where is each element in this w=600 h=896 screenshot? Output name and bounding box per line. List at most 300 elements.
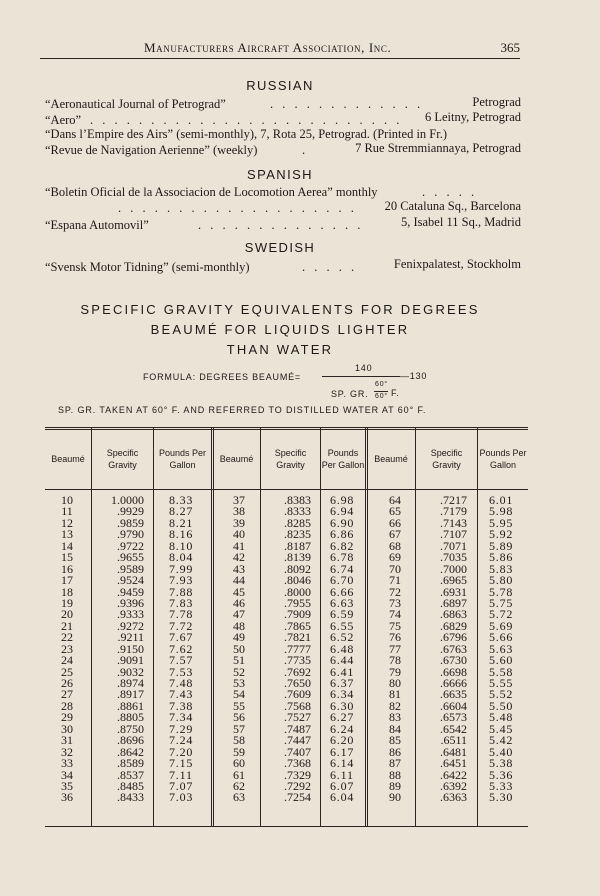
- table-cell: 81: [389, 687, 401, 702]
- table-cell: 66: [389, 515, 401, 530]
- table-cell: .6897: [440, 595, 467, 610]
- table-header-rule: [45, 489, 528, 490]
- table-cell: 29: [61, 710, 73, 725]
- table-cell: .8383: [284, 493, 311, 507]
- table-cell: 36: [61, 790, 73, 805]
- table-cell: 6.01: [489, 493, 514, 507]
- table-cell: .9524: [117, 573, 144, 588]
- table-cell: .7254: [284, 790, 311, 805]
- specific-gravity-column: [421, 495, 467, 804]
- table-cell: .7955: [284, 595, 311, 610]
- table-cell: 85: [389, 733, 401, 748]
- table-cell: 6.41: [330, 664, 355, 679]
- table-cell: 7.78: [169, 607, 194, 622]
- table-cell: 5.80: [489, 573, 514, 588]
- table-cell: .6392: [440, 778, 467, 793]
- table-cell: 64: [389, 493, 401, 507]
- table-cell: 5.83: [489, 561, 514, 576]
- table-cell: 7.83: [169, 595, 194, 610]
- table-cell: 6.98: [330, 493, 355, 507]
- table-cell: 6.90: [330, 515, 355, 530]
- table-cell: .6635: [440, 687, 467, 702]
- table-cell: 8.27: [169, 504, 194, 519]
- table-cell: 7.88: [169, 584, 194, 599]
- table-cell: .6481: [440, 744, 467, 759]
- table-cell: 5.40: [489, 744, 514, 759]
- pounds-per-gallon-column: [330, 495, 364, 804]
- table-cell: 5.63: [489, 641, 514, 656]
- table-cell: 47: [233, 607, 245, 622]
- table-cell: 7.34: [169, 710, 194, 725]
- table-cell: 17: [61, 573, 73, 588]
- table-cell: 19: [61, 595, 73, 610]
- formula-unit: F.: [391, 388, 400, 398]
- table-cell: .9150: [117, 641, 144, 656]
- table-cell: .6422: [440, 767, 467, 782]
- table-cell: 6.70: [330, 573, 355, 588]
- table-cell: 71: [389, 573, 401, 588]
- column-divider: [91, 427, 92, 827]
- table-cell: 5.86: [489, 550, 514, 565]
- table-cell: 7.11: [169, 767, 193, 782]
- leader-dots: . . . . . . . . . . . . . . . . . . . .: [118, 201, 357, 215]
- table-cell: 84: [389, 721, 401, 736]
- column-header-beaume: Beaumé: [219, 454, 254, 464]
- table-cell: .7407: [284, 744, 311, 759]
- table-cell: 65: [389, 504, 401, 519]
- table-cell: 5.72: [489, 607, 514, 622]
- table-cell: .7107: [440, 527, 467, 542]
- table-cell: 8.33: [169, 493, 194, 507]
- table-cell: .7368: [284, 756, 311, 771]
- entry-text: “Svensk Motor Tidning” (semi-monthly): [45, 260, 250, 274]
- table-cell: .8433: [117, 790, 144, 805]
- table-cell: 46: [233, 595, 245, 610]
- table-cell: .8861: [117, 698, 144, 713]
- table-cell: 8.10: [169, 538, 194, 553]
- table-cell: 8.04: [169, 550, 194, 565]
- table-cell: 5.33: [489, 778, 514, 793]
- table-cell: 5.60: [489, 653, 514, 668]
- table-cell: 76: [389, 630, 401, 645]
- table-cell: 88: [389, 767, 401, 782]
- table-cell: .7487: [284, 721, 311, 736]
- table-cell: 27: [61, 687, 73, 702]
- leader-dots: . . . . .: [302, 260, 358, 274]
- table-cell: .6451: [440, 756, 467, 771]
- table-cell: 7.53: [169, 664, 194, 679]
- table-cell: .8917: [117, 687, 144, 702]
- table-cell: .7609: [284, 687, 311, 702]
- table-cell: 54: [233, 687, 245, 702]
- table-cell: .7447: [284, 733, 311, 748]
- column-header-beaume: Beaumé: [51, 454, 85, 464]
- table-cell: .6965: [440, 573, 467, 588]
- entry-location: 7 Rue Stremmiannaya, Petrograd: [355, 141, 521, 155]
- fraction-bar: [322, 376, 400, 377]
- table-cell: 7.38: [169, 698, 194, 713]
- table-cell: 5.38: [489, 756, 514, 771]
- table-cell: 5.42: [489, 733, 514, 748]
- table-cell: 5.55: [489, 676, 514, 690]
- table-cell: .8139: [284, 550, 311, 565]
- table-cell: 30: [61, 721, 73, 736]
- table-cell: .7143: [440, 515, 467, 530]
- section-heading-russian: RUSSIAN: [246, 78, 314, 93]
- table-cell: .6698: [440, 664, 467, 679]
- table-cell: 1.0000: [111, 493, 144, 507]
- table-cell: 6.55: [330, 618, 355, 633]
- table-cell: 7.20: [169, 744, 194, 759]
- table-cell: .9859: [117, 515, 144, 530]
- table-cell: .8000: [284, 584, 311, 599]
- table-cell: 24: [61, 653, 73, 668]
- table-cell: 69: [389, 550, 401, 565]
- table-cell: 7.29: [169, 721, 194, 736]
- column-header-pounds-per-gallon: Pounds Per Gallon: [158, 448, 207, 470]
- table-cell: 5.52: [489, 687, 514, 702]
- formula-label: FORMULA: DEGREES BEAUMÉ=: [143, 372, 301, 382]
- table-cell: 78: [389, 653, 401, 668]
- beaume-column: [53, 495, 81, 804]
- table-cell: 79: [389, 664, 401, 679]
- table-cell: 32: [61, 744, 73, 759]
- table-cell: 6.78: [330, 550, 355, 565]
- table-cell: .8187: [284, 538, 311, 553]
- table-cell: 42: [233, 550, 245, 565]
- table-cell: .6763: [440, 641, 467, 656]
- table-cell: .7777: [284, 641, 311, 656]
- table-cell: 8.21: [169, 515, 194, 530]
- table-cell: .8974: [117, 676, 144, 690]
- table-cell: 23: [61, 641, 73, 656]
- table-cell: .9655: [117, 550, 144, 565]
- table-cell: 62: [233, 778, 245, 793]
- table-cell: 6.94: [330, 504, 355, 519]
- table-cell: 63: [233, 790, 245, 805]
- table-cell: 6.44: [330, 653, 355, 668]
- table-cell: .6666: [440, 676, 467, 690]
- table-cell: 6.27: [330, 710, 355, 725]
- leader-dots: . . . . . . . . . . . . . .: [198, 218, 364, 232]
- table-cell: .9459: [117, 584, 144, 599]
- table-cell: 67: [389, 527, 401, 542]
- table-cell: 6.37: [330, 676, 355, 690]
- table-cell: 90: [389, 790, 401, 805]
- entry-location: Petrograd: [472, 95, 521, 109]
- table-note: SP. GR. TAKEN AT 60° F. AND REFERRED TO DISTILLED WATER AT 60° F.: [58, 405, 427, 415]
- table-cell: 6.11: [330, 767, 354, 782]
- table-cell: .7292: [284, 778, 311, 793]
- table-cell: .8696: [117, 733, 144, 748]
- table-cell: .8642: [117, 744, 144, 759]
- table-cell: 6.86: [330, 527, 355, 542]
- table-cell: 44: [233, 573, 245, 588]
- table-cell: 7.03: [169, 790, 194, 805]
- table-cell: .7527: [284, 710, 311, 725]
- table-cell: 52: [233, 664, 245, 679]
- column-header-specific-gravity: Specific Gravity: [274, 448, 307, 470]
- table-cell: 5.48: [489, 710, 514, 725]
- table-cell: 7.07: [169, 778, 194, 793]
- table-cell: .8285: [284, 515, 311, 530]
- table-cell: .7692: [284, 664, 311, 679]
- table-cell: .9333: [117, 607, 144, 622]
- entry-text: “Aero”: [45, 113, 82, 127]
- table-cell: 5.30: [489, 790, 514, 805]
- table-cell: .6931: [440, 584, 467, 599]
- table-cell: .9722: [117, 538, 144, 553]
- table-cell: 50: [233, 641, 245, 656]
- table-cell: 6.63: [330, 595, 355, 610]
- entry-text: “Boletin Oficial de la Associacion de Locomotion Aerea” monthly: [45, 185, 378, 199]
- table-cell: 6.07: [330, 778, 355, 793]
- table-cell: 82: [389, 698, 401, 713]
- table-cell: .8485: [117, 778, 144, 793]
- entry-text: “Dans l’Empire des Airs” (semi-monthly), 7, Rota 25, Petrograd. (Printed in Fr.): [45, 127, 448, 141]
- table-cell: .6863: [440, 607, 467, 622]
- table-cell: 16: [61, 561, 73, 576]
- formula-minus: —130: [400, 371, 428, 381]
- table-cell: 43: [233, 561, 245, 576]
- page-number: 365: [500, 40, 520, 55]
- table-cell: 70: [389, 561, 401, 576]
- table-cell: .8333: [284, 504, 311, 519]
- table-cell: 6.04: [330, 790, 355, 805]
- entry-text: “Aeronautical Journal of Petrograd”: [45, 97, 226, 111]
- table-cell: .7568: [284, 698, 311, 713]
- column-divider: [260, 427, 261, 827]
- column-header-specific-gravity: Specific Gravity: [106, 448, 139, 470]
- column-divider: [415, 427, 416, 827]
- table-cell: .8750: [117, 721, 144, 736]
- table-cell: 11: [61, 504, 73, 519]
- table-cell: .6542: [440, 721, 467, 736]
- table-cell: 6.82: [330, 538, 355, 553]
- running-title: Manufacturers Aircraft Association, Inc.: [144, 40, 392, 55]
- table-cell: .6573: [440, 710, 467, 725]
- table-cell: 18: [61, 584, 73, 599]
- pounds-per-gallon-column: [169, 495, 209, 804]
- table-cell: .8805: [117, 710, 144, 725]
- table-cell: .7035: [440, 550, 467, 565]
- table-cell: .9211: [117, 630, 144, 645]
- table-cell: 86: [389, 744, 401, 759]
- table-cell: .8046: [284, 573, 311, 588]
- table-cell: .7909: [284, 607, 311, 622]
- table-cell: 25: [61, 664, 73, 679]
- entry-location: Fenixpalatest, Stockholm: [393, 257, 521, 271]
- table-cell: 55: [233, 698, 245, 713]
- formula-temp-over: 60°: [375, 381, 388, 388]
- table-title-line-3: THAN WATER: [226, 342, 334, 357]
- table-cell: 80: [389, 676, 401, 690]
- table-cell: 75: [389, 618, 401, 633]
- table-cell: .6604: [440, 698, 467, 713]
- table-cell: 7.93: [169, 573, 194, 588]
- table-cell: 37: [233, 493, 245, 507]
- table-cell: 5.75: [489, 595, 514, 610]
- table-cell: .9790: [117, 527, 144, 542]
- table-cell: 6.24: [330, 721, 355, 736]
- table-cell: 68: [389, 538, 401, 553]
- table-cell: .7735: [284, 653, 311, 668]
- table-cell: 21: [61, 618, 73, 633]
- table-cell: 53: [233, 676, 245, 690]
- table-cell: 74: [389, 607, 401, 622]
- table-cell: 6.30: [330, 698, 355, 713]
- temp-fraction-bar: [374, 391, 388, 392]
- leader-dots: . . . . . . . . . . . . . . . . . . . . . . . . . .: [90, 113, 403, 127]
- table-cell: .7071: [440, 538, 467, 553]
- table-cell: .9396: [117, 595, 144, 610]
- table-cell: 7.67: [169, 630, 194, 645]
- table-cell: 72: [389, 584, 401, 599]
- entry-text: “Espana Automovil”: [45, 218, 149, 232]
- table-cell: 40: [233, 527, 245, 542]
- column-divider: [477, 427, 478, 827]
- table-cell: .7000: [440, 561, 467, 576]
- table-cell: 6.48: [330, 641, 355, 656]
- table-cell: 28: [61, 698, 73, 713]
- table-cell: .8589: [117, 756, 144, 771]
- table-cell: .9032: [117, 664, 144, 679]
- table-cell: .6829: [440, 618, 467, 633]
- table-cell: 13: [61, 527, 73, 542]
- beaume-column: [381, 495, 409, 804]
- table-cell: 34: [61, 767, 73, 782]
- table-cell: 7.15: [169, 756, 194, 771]
- column-header-beaume: Beaumé: [374, 454, 408, 464]
- table-cell: .6796: [440, 630, 467, 645]
- table-cell: 5.69: [489, 618, 514, 633]
- table-cell: .7329: [284, 767, 311, 782]
- table-cell: 5.66: [489, 630, 514, 645]
- leader-dots: .: [302, 143, 309, 157]
- table-cell: 6.17: [330, 744, 355, 759]
- table-cell: 8.16: [169, 527, 194, 542]
- table-cell: .6363: [440, 790, 467, 805]
- table-cell: 7.43: [169, 687, 194, 702]
- column-header-pounds-per-gallon: Pounds Per Gallon: [479, 448, 527, 470]
- table-bottom-rule: [45, 826, 528, 827]
- table-cell: 7.24: [169, 733, 194, 748]
- section-heading-spanish: SPANISH: [247, 167, 313, 182]
- entry-location: 6 Leitny, Petrograd: [424, 110, 521, 124]
- table-cell: .6511: [440, 733, 467, 748]
- table-cell: 5.58: [489, 664, 514, 679]
- table-cell: 83: [389, 710, 401, 725]
- table-cell: 10: [61, 493, 73, 507]
- table-cell: 35: [61, 778, 73, 793]
- section-heading-swedish: SWEDISH: [244, 240, 316, 255]
- table-cell: 6.52: [330, 630, 355, 645]
- table-cell: 87: [389, 756, 401, 771]
- table-top-rule: [45, 427, 528, 430]
- table-cell: .9272: [117, 618, 144, 633]
- column-divider: [153, 427, 154, 827]
- group-divider: [365, 427, 368, 827]
- table-cell: 5.95: [489, 515, 514, 530]
- table-cell: 6.74: [330, 561, 355, 576]
- column-header-pounds-per-gallon: Pounds Per Gallon: [321, 448, 365, 470]
- table-cell: 14: [61, 538, 73, 553]
- table-cell: 22: [61, 630, 73, 645]
- formula-temp-under: 60°: [375, 393, 388, 400]
- table-cell: 89: [389, 778, 401, 793]
- pounds-per-gallon-column: [489, 495, 527, 804]
- table-cell: 49: [233, 630, 245, 645]
- table-cell: 7.72: [169, 618, 194, 633]
- table-cell: 6.66: [330, 584, 355, 599]
- table-cell: 57: [233, 721, 245, 736]
- table-title-line-2: BEAUMÉ FOR LIQUIDS LIGHTER: [150, 322, 410, 337]
- table-cell: .7865: [284, 618, 311, 633]
- table-cell: 58: [233, 733, 245, 748]
- table-cell: .8235: [284, 527, 311, 542]
- table-cell: 7.48: [169, 676, 194, 690]
- table-cell: 38: [233, 504, 245, 519]
- leader-dots: . . . . .: [422, 185, 478, 199]
- leader-dots: . . . . . . . . . . . . .: [270, 97, 424, 111]
- table-cell: .7217: [440, 493, 467, 507]
- table-cell: 31: [61, 733, 73, 748]
- table-cell: 5.89: [489, 538, 514, 553]
- formula-denominator: SP. GR.: [331, 389, 369, 399]
- table-cell: .8537: [117, 767, 144, 782]
- table-cell: 41: [233, 538, 245, 553]
- table-cell: .9589: [117, 561, 144, 576]
- table-cell: 5.36: [489, 767, 514, 782]
- specific-gravity-column: [265, 495, 311, 804]
- column-divider: [320, 427, 321, 827]
- column-header-specific-gravity: Specific Gravity: [430, 448, 463, 470]
- entry-location: 20 Cataluna Sq., Barcelona: [384, 199, 521, 213]
- table-cell: 73: [389, 595, 401, 610]
- table-cell: 48: [233, 618, 245, 633]
- specific-gravity-table: [45, 427, 528, 827]
- table-cell: 56: [233, 710, 245, 725]
- formula-numerator: 140: [355, 363, 373, 373]
- table-cell: 12: [61, 515, 73, 530]
- group-divider: [211, 427, 214, 827]
- table-cell: .6730: [440, 653, 467, 668]
- table-cell: 51: [233, 653, 245, 668]
- table-cell: 7.99: [169, 561, 194, 576]
- table-cell: .7179: [440, 504, 467, 519]
- table-cell: 7.62: [169, 641, 194, 656]
- table-cell: 6.14: [330, 756, 355, 771]
- table-cell: 39: [233, 515, 245, 530]
- specific-gravity-column: [95, 495, 144, 804]
- table-title-line-1: SPECIFIC GRAVITY EQUIVALENTS FOR DEGREES: [80, 302, 480, 317]
- table-cell: 33: [61, 756, 73, 771]
- table-cell: .8092: [284, 561, 311, 576]
- table-cell: 60: [233, 756, 245, 771]
- entry-location: 5, Isabel 11 Sq., Madrid: [400, 215, 521, 229]
- table-cell: .7821: [284, 630, 311, 645]
- table-cell: .7650: [284, 676, 311, 690]
- table-cell: 5.78: [489, 584, 514, 599]
- entry-text: “Revue de Navigation Aerienne” (weekly): [45, 143, 258, 157]
- table-cell: 5.92: [489, 527, 514, 542]
- table-cell: 5.45: [489, 721, 514, 736]
- table-cell: 20: [61, 607, 73, 622]
- table-cell: 6.59: [330, 607, 355, 622]
- beaume-column: [225, 495, 253, 804]
- table-cell: 7.57: [169, 653, 194, 668]
- table-cell: 77: [389, 641, 401, 656]
